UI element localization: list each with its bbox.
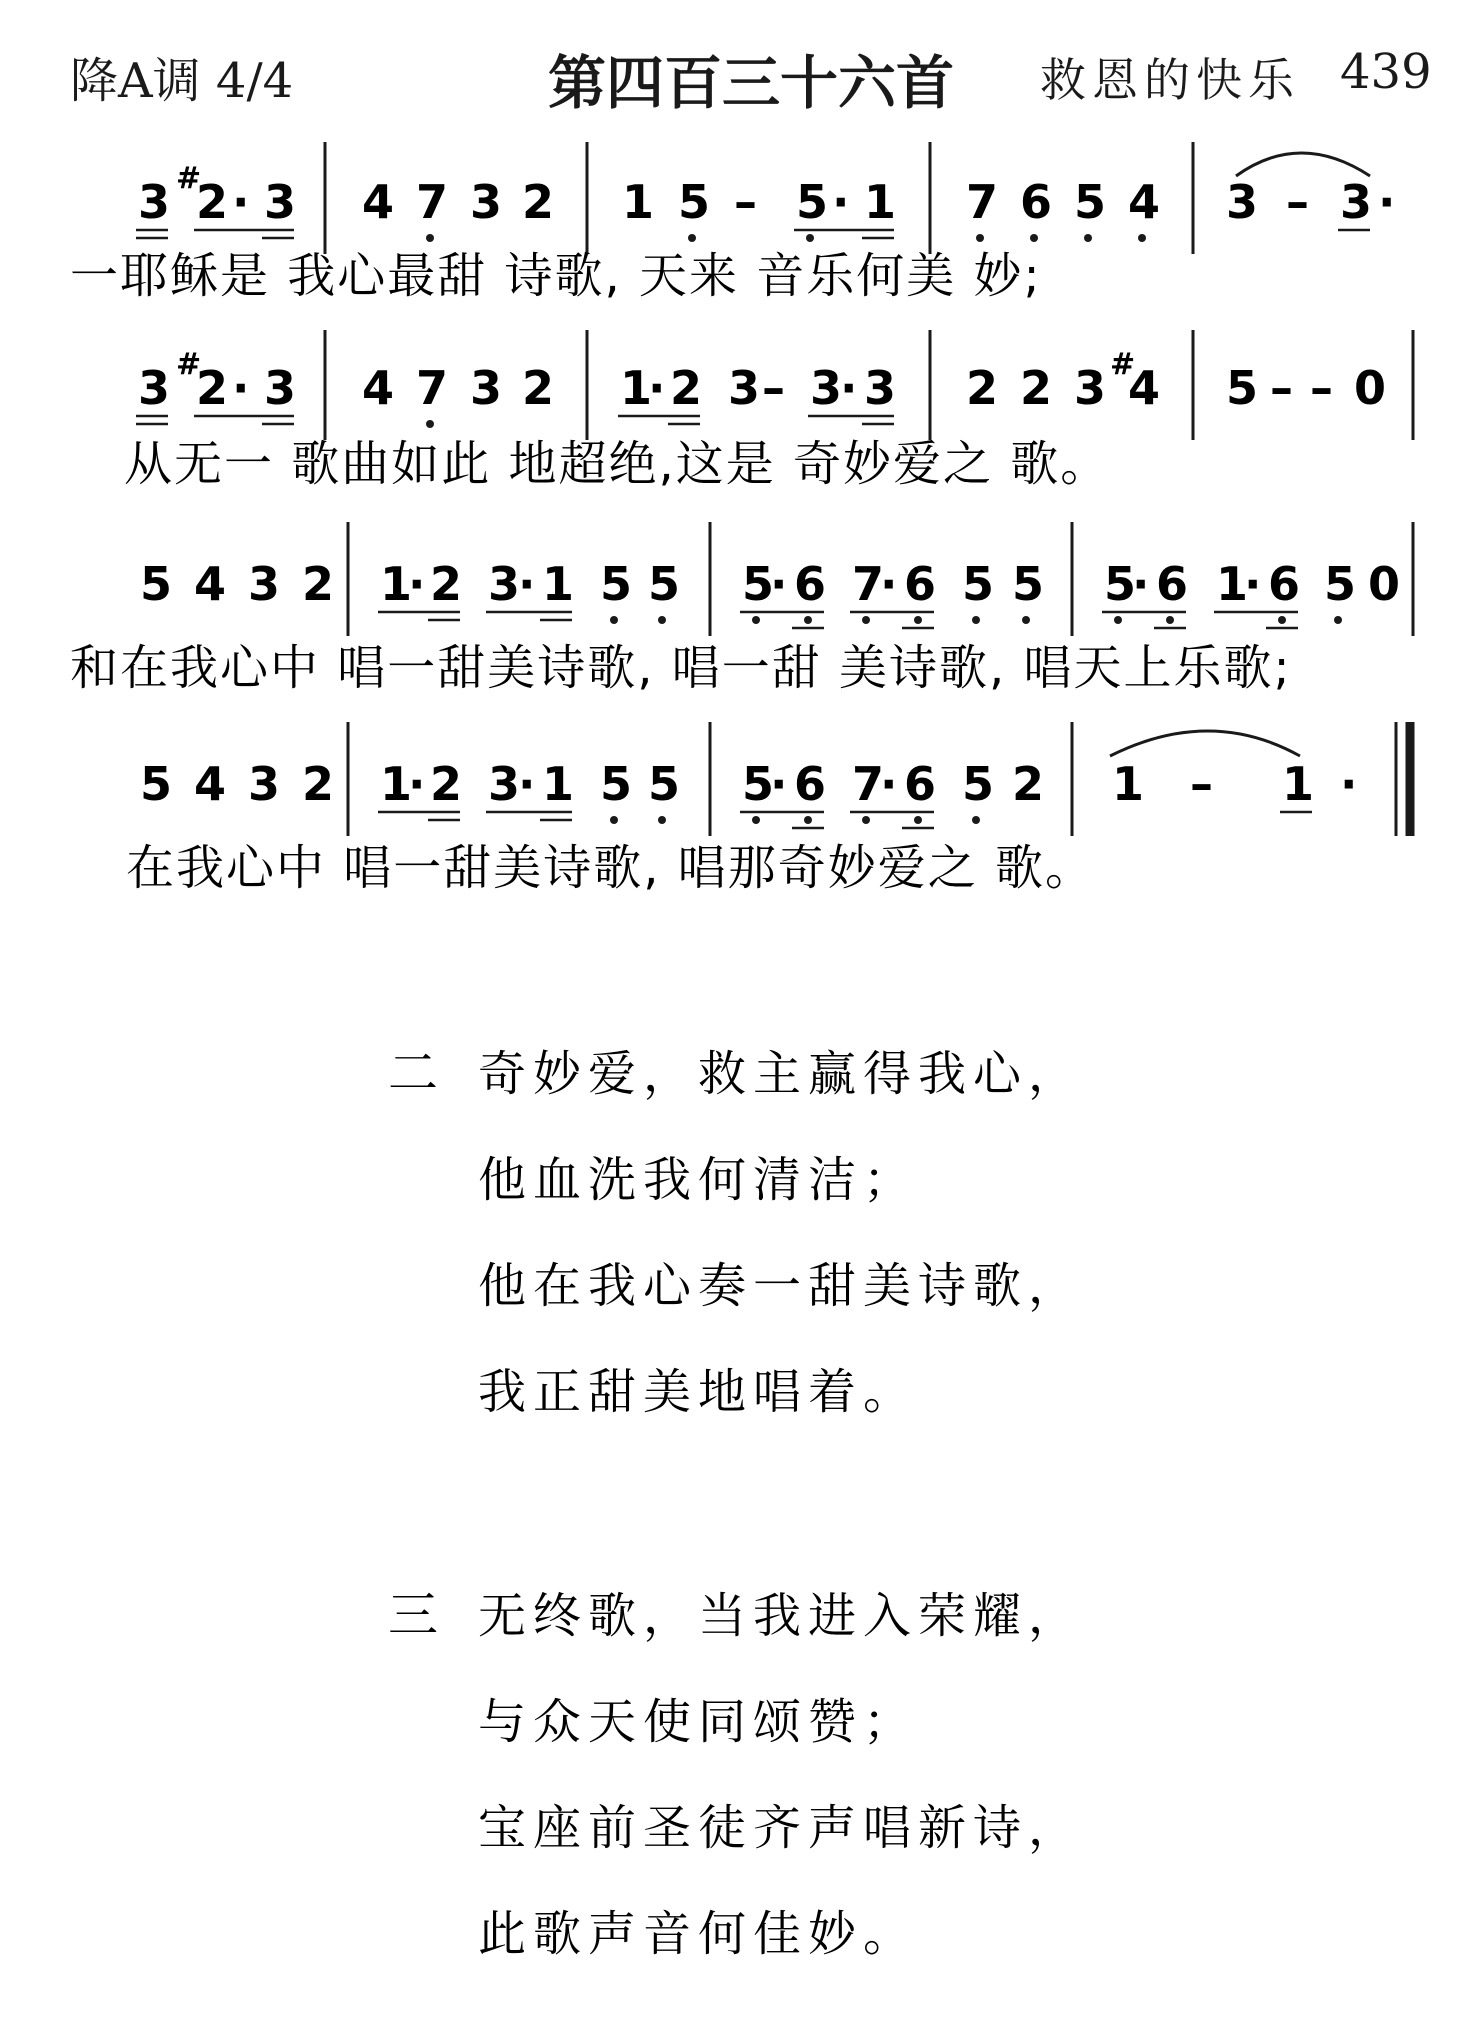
note: 3 (728, 361, 761, 415)
note: 3 (864, 361, 897, 415)
note: 5 (742, 557, 775, 611)
note: 7 (966, 175, 999, 229)
note: 3 (138, 175, 171, 229)
note: · (880, 557, 898, 611)
note: 1 (1216, 557, 1249, 611)
note: – (762, 361, 785, 415)
note: 6 (1156, 557, 1189, 611)
note: · (770, 757, 788, 811)
note: · (832, 175, 850, 229)
note: 4 (1128, 361, 1161, 415)
verse-line: 与众天使同颂赞； (478, 1694, 919, 1750)
system-1-notes (136, 142, 1395, 254)
note: 4 (194, 757, 227, 811)
note: 3 (1074, 361, 1107, 415)
note: 1 (380, 557, 413, 611)
note: · (648, 361, 666, 415)
verse-line: 奇妙爱，救主赢得我心， (478, 1046, 1084, 1102)
note: · (840, 361, 858, 415)
system-2-lyrics: 从无一 歌曲如此 地超绝,这是 奇妙爱之 歌。 (124, 436, 1111, 492)
note: – (1270, 361, 1293, 415)
note: 5 (648, 757, 681, 811)
sharp-sign: # (1110, 347, 1136, 382)
note: 5 (962, 557, 995, 611)
hymn-number-title: 第四百三十六首 (548, 49, 955, 117)
note: 2 (196, 361, 229, 415)
note: · (770, 557, 788, 611)
low-octave-dot (1084, 234, 1092, 242)
verse-line: 此歌声音何佳妙。 (478, 1906, 919, 1962)
tie (1110, 731, 1300, 756)
note: – (734, 175, 757, 229)
page-number: 439 (1340, 44, 1432, 100)
note: · (1244, 557, 1262, 611)
note: 3 (138, 361, 171, 415)
low-octave-dot (1138, 234, 1146, 242)
note: 2 (430, 757, 463, 811)
verse-line: 宝座前圣徒齐声唱新诗， (478, 1800, 1084, 1856)
note: 6 (1268, 557, 1301, 611)
note: 1 (380, 757, 413, 811)
note: 3 (264, 175, 297, 229)
verse-number: 二 (388, 1044, 438, 1102)
note: 5 (1226, 361, 1259, 415)
note: 5 (796, 175, 829, 229)
note: 3 (488, 557, 521, 611)
note: 7 (416, 361, 449, 415)
note: 5 (648, 557, 681, 611)
note: 7 (852, 557, 885, 611)
note: 6 (904, 757, 937, 811)
note: 5 (1074, 175, 1107, 229)
note: 5 (962, 757, 995, 811)
note: 3 (488, 757, 521, 811)
low-octave-dot (426, 420, 434, 428)
note: · (1340, 757, 1358, 811)
low-octave-dot (806, 234, 814, 242)
system-1-lyrics: 一耶稣是 我心最甜 诗歌, 天来 音乐何美 妙; (70, 248, 1042, 304)
tie (1236, 153, 1370, 176)
note: 1 (1282, 757, 1315, 811)
note: 5 (678, 175, 711, 229)
low-octave-dot (1030, 234, 1038, 242)
note: 1 (542, 757, 575, 811)
low-octave-dot (426, 234, 434, 242)
note: · (232, 175, 250, 229)
verse-line: 他血洗我何清洁； (478, 1152, 919, 1208)
note: 5 (1012, 557, 1045, 611)
note: 5 (742, 757, 775, 811)
hymn-name: 救恩的快乐 (1040, 53, 1300, 107)
note: 5 (600, 757, 633, 811)
note: · (1132, 557, 1150, 611)
verse-number: 三 (388, 1586, 438, 1644)
note: 0 (1354, 361, 1387, 415)
note: 3 (470, 361, 503, 415)
note: 1 (620, 361, 653, 415)
note: · (1378, 175, 1396, 229)
note: – (1310, 361, 1333, 415)
note: 2 (1012, 757, 1045, 811)
note: 1 (1112, 757, 1145, 811)
note: 3 (1340, 175, 1373, 229)
note: 4 (194, 557, 227, 611)
verse-2 (388, 1044, 1083, 1420)
note: 7 (852, 757, 885, 811)
system-3-notes (140, 522, 1413, 636)
sharp-sign: # (176, 161, 202, 196)
verse-3 (388, 1586, 1083, 1962)
note: 2 (522, 361, 555, 415)
note: 4 (1128, 175, 1161, 229)
note: 6 (1020, 175, 1053, 229)
note: 7 (416, 175, 449, 229)
note: 1 (542, 557, 575, 611)
key-signature: 降A调 4/4 (70, 53, 294, 109)
note: 4 (362, 361, 395, 415)
note: 3 (470, 175, 503, 229)
note: 2 (522, 175, 555, 229)
system-2-notes (136, 330, 1413, 440)
note: 3 (264, 361, 297, 415)
note: 6 (904, 557, 937, 611)
verse-line: 他在我心奏一甜美诗歌， (478, 1258, 1084, 1314)
verse-line: 无终歌，当我进入荣耀， (478, 1588, 1084, 1644)
note: 5 (1324, 557, 1357, 611)
note: 2 (430, 557, 463, 611)
note: 3 (810, 361, 843, 415)
note: 2 (670, 361, 703, 415)
system-3-lyrics: 和在我心中 唱一甜美诗歌, 唱一甜 美诗歌, 唱天上乐歌; (70, 640, 1292, 696)
note: 5 (140, 757, 173, 811)
note: 2 (302, 757, 335, 811)
note: 1 (622, 175, 655, 229)
note: · (880, 757, 898, 811)
sharp-sign: # (176, 347, 202, 382)
note: 2 (196, 175, 229, 229)
note: 3 (1226, 175, 1259, 229)
low-octave-dot (976, 234, 984, 242)
note: 2 (302, 557, 335, 611)
note: 1 (864, 175, 897, 229)
note: 4 (362, 175, 395, 229)
note: · (408, 757, 426, 811)
note: 2 (966, 361, 999, 415)
note: 0 (1368, 557, 1401, 611)
note: – (1286, 175, 1309, 229)
low-octave-dot (688, 234, 696, 242)
note: 5 (140, 557, 173, 611)
note: 2 (1020, 361, 1053, 415)
verse-line: 我正甜美地唱着。 (478, 1364, 919, 1420)
note: – (1190, 757, 1213, 811)
note: · (408, 557, 426, 611)
note: 3 (248, 757, 281, 811)
note: · (232, 361, 250, 415)
system-4-lyrics: 在我心中 唱一甜美诗歌, 唱那奇妙爱之 歌。 (126, 840, 1096, 896)
note: 6 (794, 557, 827, 611)
note: 3 (248, 557, 281, 611)
note: · (518, 757, 536, 811)
note: · (518, 557, 536, 611)
note: 5 (1104, 557, 1137, 611)
note: 5 (600, 557, 633, 611)
system-4-notes (140, 722, 1410, 836)
note: 6 (794, 757, 827, 811)
